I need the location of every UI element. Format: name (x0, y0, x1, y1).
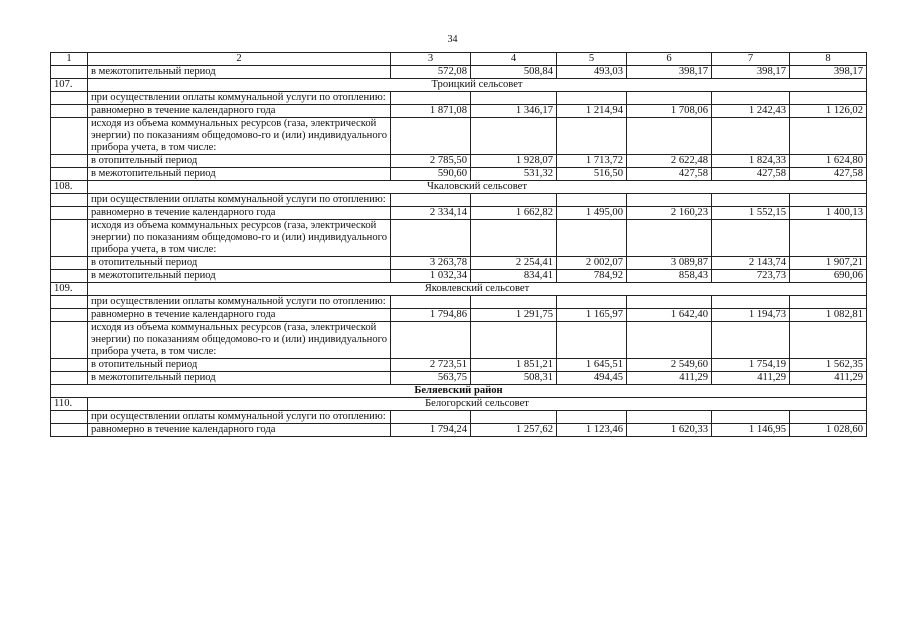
row-value: 508,31 (471, 372, 557, 385)
row-index (51, 372, 88, 385)
row-value: 1 642,40 (627, 309, 712, 322)
col-header-8: 8 (790, 53, 867, 66)
row-value: 1 928,07 (471, 155, 557, 168)
row-value: 1 851,21 (471, 359, 557, 372)
section-title: Чкаловский сельсовет (88, 181, 867, 194)
table-row (51, 359, 867, 372)
row-value: 1 708,06 (627, 105, 712, 118)
section-title: Яковлевский сельсовет (88, 283, 867, 296)
section-index: 108. (51, 181, 88, 194)
row-value: 427,58 (627, 168, 712, 181)
row-index (51, 424, 88, 437)
row-value: 1 645,51 (557, 359, 627, 372)
row-index (51, 207, 88, 220)
row-value: 1 552,15 (712, 207, 790, 220)
table-row (51, 322, 867, 359)
table-row (51, 296, 867, 309)
table-row (51, 372, 867, 385)
col-header-1: 1 (51, 53, 88, 66)
row-value: 1 624,80 (790, 155, 867, 168)
section-row (51, 398, 867, 411)
table-row (51, 270, 867, 283)
row-value: 723,73 (712, 270, 790, 283)
row-index (51, 194, 88, 207)
empty-cell (790, 220, 867, 257)
row-label: исходя из объема коммунальных ресурсов (газа, электрической энергии) по показаниям общедомово-го и (или) индивидуального прибора учета, в том числе: (88, 220, 391, 257)
row-index (51, 322, 88, 359)
table-row (51, 220, 867, 257)
section-row (51, 79, 867, 92)
empty-cell (627, 92, 712, 105)
row-label: исходя из объема коммунальных ресурсов (газа, электрической энергии) по показаниям общедомово-го и (или) индивидуального прибора учета, в том числе: (88, 118, 391, 155)
empty-cell (557, 411, 627, 424)
row-value: 493,03 (557, 66, 627, 79)
row-label: исходя из объема коммунальных ресурсов (газа, электрической энергии) по показаниям общедомово-го и (или) индивидуального прибора учета, в том числе: (88, 322, 391, 359)
table-row (51, 257, 867, 270)
row-value: 1 146,95 (712, 424, 790, 437)
row-index (51, 359, 88, 372)
row-value: 2 160,23 (627, 207, 712, 220)
empty-cell (471, 411, 557, 424)
row-value: 690,06 (790, 270, 867, 283)
empty-cell (557, 220, 627, 257)
column-number-row (51, 53, 867, 66)
row-value: 834,41 (471, 270, 557, 283)
table-header (51, 53, 867, 66)
empty-cell (627, 296, 712, 309)
empty-cell (471, 220, 557, 257)
table-row (51, 194, 867, 207)
row-value: 1 662,82 (471, 207, 557, 220)
empty-cell (627, 220, 712, 257)
section-row (51, 181, 867, 194)
row-index (51, 155, 88, 168)
row-value: 508,84 (471, 66, 557, 79)
row-value: 2 002,07 (557, 257, 627, 270)
row-value: 411,29 (790, 372, 867, 385)
row-value: 427,58 (712, 168, 790, 181)
row-value: 398,17 (627, 66, 712, 79)
row-label: равномерно в течение календарного года (88, 207, 391, 220)
col-header-3: 3 (391, 53, 471, 66)
row-value: 2 785,50 (391, 155, 471, 168)
row-index (51, 257, 88, 270)
row-value: 1 032,34 (391, 270, 471, 283)
row-value: 2 254,41 (471, 257, 557, 270)
table-row (51, 105, 867, 118)
row-label: в межотопительный период (88, 372, 391, 385)
empty-cell (471, 194, 557, 207)
empty-cell (471, 118, 557, 155)
row-value: 398,17 (790, 66, 867, 79)
row-value: 1 495,00 (557, 207, 627, 220)
row-index (51, 309, 88, 322)
row-value: 2 549,60 (627, 359, 712, 372)
row-value: 1 242,43 (712, 105, 790, 118)
col-header-7: 7 (712, 53, 790, 66)
row-label: в отопительный период (88, 257, 391, 270)
section-index: 107. (51, 79, 88, 92)
empty-cell (557, 92, 627, 105)
row-label: в отопительный период (88, 155, 391, 168)
row-value: 516,50 (557, 168, 627, 181)
table-row (51, 309, 867, 322)
empty-cell (557, 194, 627, 207)
table-row (51, 118, 867, 155)
region-title: Беляевский район (51, 385, 867, 398)
row-label: в межотопительный период (88, 168, 391, 181)
row-index (51, 168, 88, 181)
section-title: Троицкий сельсовет (88, 79, 867, 92)
row-value: 3 089,87 (627, 257, 712, 270)
row-value: 494,45 (557, 372, 627, 385)
table-row (51, 168, 867, 181)
row-label: при осуществлении оплаты коммунальной услуги по отоплению: (88, 296, 391, 309)
section-row (51, 283, 867, 296)
table-body (51, 66, 867, 437)
row-label: равномерно в течение календарного года (88, 424, 391, 437)
table-row (51, 155, 867, 168)
row-value: 1 123,46 (557, 424, 627, 437)
row-value: 1 194,73 (712, 309, 790, 322)
row-value: 3 263,78 (391, 257, 471, 270)
row-index (51, 220, 88, 257)
empty-cell (712, 322, 790, 359)
row-index (51, 105, 88, 118)
row-index (51, 411, 88, 424)
empty-cell (391, 194, 471, 207)
empty-cell (790, 322, 867, 359)
row-value: 590,60 (391, 168, 471, 181)
row-label: в отопительный период (88, 359, 391, 372)
row-value: 1 907,21 (790, 257, 867, 270)
row-value: 398,17 (712, 66, 790, 79)
row-label: равномерно в течение календарного года (88, 105, 391, 118)
empty-cell (627, 322, 712, 359)
empty-cell (712, 92, 790, 105)
tariff-table (50, 52, 867, 437)
row-label: при осуществлении оплаты коммунальной услуги по отоплению: (88, 194, 391, 207)
section-index: 109. (51, 283, 88, 296)
row-value: 1 620,33 (627, 424, 712, 437)
row-value: 1 291,75 (471, 309, 557, 322)
page-number: 34 (447, 34, 458, 45)
row-value: 411,29 (712, 372, 790, 385)
table-row (51, 66, 867, 79)
row-index (51, 92, 88, 105)
table-row (51, 207, 867, 220)
empty-cell (391, 118, 471, 155)
row-value: 1 794,24 (391, 424, 471, 437)
row-label: равномерно в течение календарного года (88, 309, 391, 322)
row-value: 1 082,81 (790, 309, 867, 322)
row-value: 1 794,86 (391, 309, 471, 322)
row-value: 858,43 (627, 270, 712, 283)
empty-cell (391, 411, 471, 424)
row-value: 1 713,72 (557, 155, 627, 168)
row-value: 1 754,19 (712, 359, 790, 372)
row-value: 784,92 (557, 270, 627, 283)
row-value: 2 143,74 (712, 257, 790, 270)
empty-cell (391, 322, 471, 359)
empty-cell (712, 296, 790, 309)
row-value: 2 723,51 (391, 359, 471, 372)
row-value: 2 622,48 (627, 155, 712, 168)
empty-cell (471, 92, 557, 105)
empty-cell (391, 220, 471, 257)
empty-cell (627, 194, 712, 207)
empty-cell (790, 411, 867, 424)
row-value: 1 824,33 (712, 155, 790, 168)
empty-cell (790, 92, 867, 105)
col-header-4: 4 (471, 53, 557, 66)
row-index (51, 66, 88, 79)
row-value: 531,32 (471, 168, 557, 181)
section-title: Белогорский сельсовет (88, 398, 867, 411)
empty-cell (790, 194, 867, 207)
row-value: 1 165,97 (557, 309, 627, 322)
empty-cell (557, 118, 627, 155)
row-value: 1 871,08 (391, 105, 471, 118)
row-label: в межотопительный период (88, 270, 391, 283)
row-value: 1 257,62 (471, 424, 557, 437)
empty-cell (471, 296, 557, 309)
row-value: 411,29 (627, 372, 712, 385)
row-index (51, 118, 88, 155)
row-label: в межотопительный период (88, 66, 391, 79)
empty-cell (790, 296, 867, 309)
table-row (51, 411, 867, 424)
empty-cell (712, 194, 790, 207)
empty-cell (471, 322, 557, 359)
empty-cell (627, 411, 712, 424)
empty-cell (557, 322, 627, 359)
col-header-5: 5 (557, 53, 627, 66)
row-value: 2 334,14 (391, 207, 471, 220)
empty-cell (712, 220, 790, 257)
row-index (51, 270, 88, 283)
row-index (51, 296, 88, 309)
empty-cell (391, 92, 471, 105)
col-header-6: 6 (627, 53, 712, 66)
row-value: 572,08 (391, 66, 471, 79)
table-row (51, 424, 867, 437)
empty-cell (557, 296, 627, 309)
row-value: 1 346,17 (471, 105, 557, 118)
row-value: 1 126,02 (790, 105, 867, 118)
row-value: 1 562,35 (790, 359, 867, 372)
empty-cell (790, 118, 867, 155)
empty-cell (712, 411, 790, 424)
empty-cell (712, 118, 790, 155)
empty-cell (391, 296, 471, 309)
region-row (51, 385, 867, 398)
row-value: 1 400,13 (790, 207, 867, 220)
row-value: 1 214,94 (557, 105, 627, 118)
col-header-2: 2 (88, 53, 391, 66)
row-value: 1 028,60 (790, 424, 867, 437)
row-label: при осуществлении оплаты коммунальной услуги по отоплению: (88, 92, 391, 105)
row-value: 427,58 (790, 168, 867, 181)
empty-cell (627, 118, 712, 155)
row-value: 563,75 (391, 372, 471, 385)
row-label: при осуществлении оплаты коммунальной услуги по отоплению: (88, 411, 391, 424)
section-index: 110. (51, 398, 88, 411)
table-row (51, 92, 867, 105)
